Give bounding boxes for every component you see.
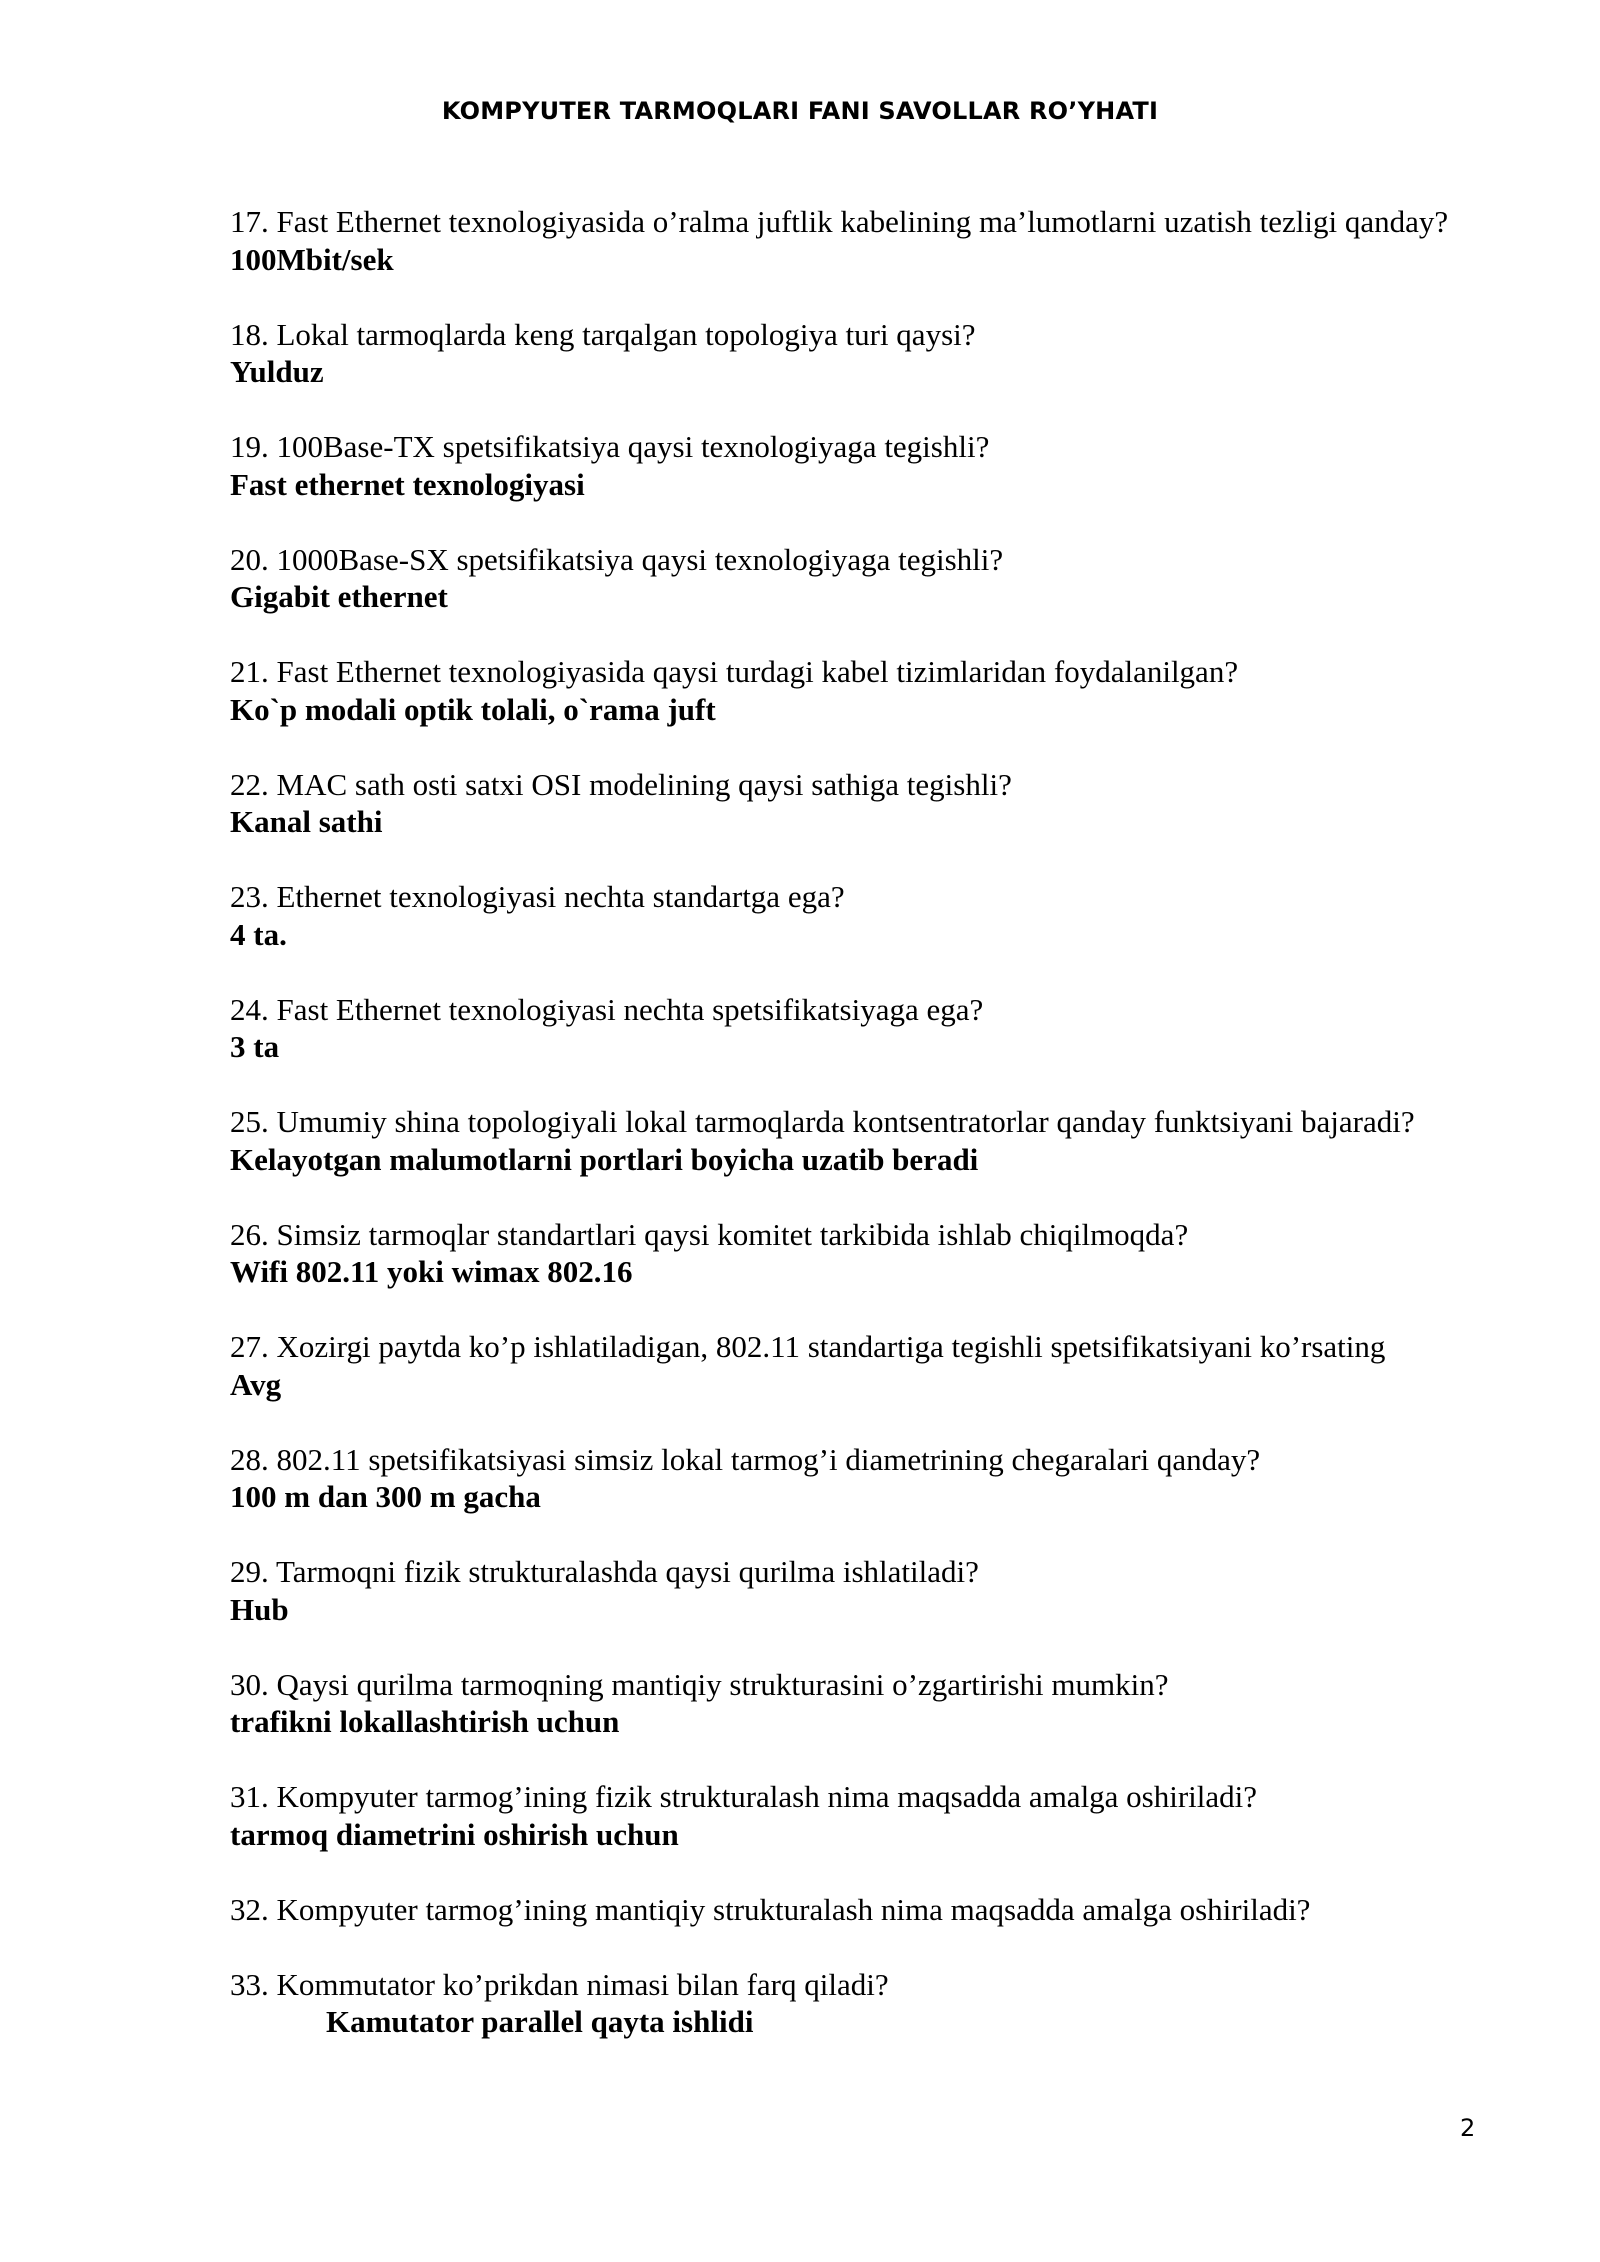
question-item-25 (230, 1103, 1492, 1178)
question-item-26 (230, 1216, 1492, 1291)
answer-text: Wifi 802.11 yoki wimax 802.16 (230, 1254, 633, 1289)
answer-text: Kanal sathi (230, 804, 383, 839)
answer-text: trafikni lokallashtirish uchun (230, 1704, 620, 1739)
question-item-28 (230, 1441, 1492, 1516)
answer-text: Avg (230, 1366, 282, 1402)
question-text: 27. Xozirgi paytda ko’p ishlatiladigan, 802.11 standartiga tegishli spetsifikatsiyani ko’rsating (230, 1329, 1386, 1364)
question-text: 18. Lokal tarmoqlarda keng tarqalgan topologiya turi qaysi? (230, 316, 976, 352)
question-item-32 (230, 1891, 1492, 1929)
question-text: 25. Umumiy shina topologiyali lokal tarmoqlarda kontsentratorlar qanday funktsiyani bajaradi? (230, 1104, 1415, 1139)
question-item-23 (230, 878, 1492, 953)
answer-text: Yulduz (230, 354, 324, 389)
answer-text: tarmoq diametrini oshirish uchun (230, 1816, 679, 1852)
answer-text: Kamutator parallel qayta ishlidi (326, 2004, 754, 2039)
answer-text: Ko`p modali optik tolali, o`rama juft (230, 691, 716, 727)
question-text: 30. Qaysi qurilma tarmoqning mantiqiy strukturasini o’zgartirishi mumkin? (230, 1666, 1169, 1702)
question-text: 21. Fast Ethernet texnologiyasida qaysi turdagi kabel tizimlaridan foydalanilgan? (230, 654, 1239, 689)
question-text: 33. Kommutator ko’prikdan nimasi bilan farq qiladi? (230, 1966, 889, 2002)
question-text: 24. Fast Ethernet texnologiyasi nechta spetsifikatsiyaga ega? (230, 991, 984, 1027)
question-item-27 (230, 1328, 1492, 1403)
question-item-18 (230, 316, 1492, 391)
question-item-21 (230, 653, 1492, 728)
answer-text: Hub (230, 1591, 289, 1627)
answer-text: Kelayotgan malumotlarni portlari boyicha uzatib beradi (230, 1141, 979, 1177)
question-text: 20. 1000Base-SX spetsifikatsiya qaysi texnologiyaga tegishli? (230, 541, 1004, 577)
question-item-33 (230, 1966, 1492, 2041)
page-header-title: KOMPYUTER TARMOQLARI FANI SAVOLLAR RO’YHATI (441, 97, 1159, 125)
question-text: 31. Kompyuter tarmog’ining fizik strukturalash nima maqsadda amalga oshiriladi? (230, 1779, 1258, 1814)
answer-text: 100Mbit/sek (230, 241, 394, 277)
question-item-17 (230, 203, 1492, 278)
question-text: 29. Tarmoqni fizik strukturalashda qaysi qurilma ishlatiladi? (230, 1554, 979, 1589)
question-text: 28. 802.11 spetsifikatsiyasi simsiz lokal tarmog’i diametrining chegaralari qanday? (230, 1441, 1261, 1477)
question-text: 26. Simsiz tarmoqlar standartlari qaysi komitet tarkibida ishlab chiqilmoqda? (230, 1216, 1189, 1252)
question-text: 19. 100Base-TX spetsifikatsiya qaysi texnologiyaga tegishli? (230, 429, 990, 464)
question-item-30 (230, 1666, 1492, 1741)
question-text: 32. Kompyuter tarmog’ining mantiqiy strukturalash nima maqsadda amalga oshiriladi? (230, 1891, 1311, 1927)
question-text: 22. MAC sath osti satxi OSI modelining qaysi sathiga tegishli? (230, 766, 1012, 802)
question-item-24 (230, 991, 1492, 1066)
page-number: 2 (1460, 2114, 1476, 2142)
question-text: 23. Ethernet texnologiyasi nechta standartga ega? (230, 879, 845, 914)
question-item-20 (230, 541, 1492, 616)
question-list (230, 203, 1492, 2078)
answer-text: 3 ta (230, 1029, 280, 1064)
question-text: 17. Fast Ethernet texnologiyasida o’ralma juftlik kabelining ma’lumotlarni uzatish tezligi qanday? (230, 204, 1449, 239)
answer-text: Fast ethernet texnologiyasi (230, 466, 585, 502)
question-item-31 (230, 1778, 1492, 1853)
answer-text: 100 m dan 300 m gacha (230, 1479, 541, 1514)
question-item-22 (230, 766, 1492, 841)
question-item-19 (230, 428, 1492, 503)
answer-text: Gigabit ethernet (230, 579, 448, 614)
question-item-29 (230, 1553, 1492, 1628)
answer-text: 4 ta. (230, 916, 287, 952)
